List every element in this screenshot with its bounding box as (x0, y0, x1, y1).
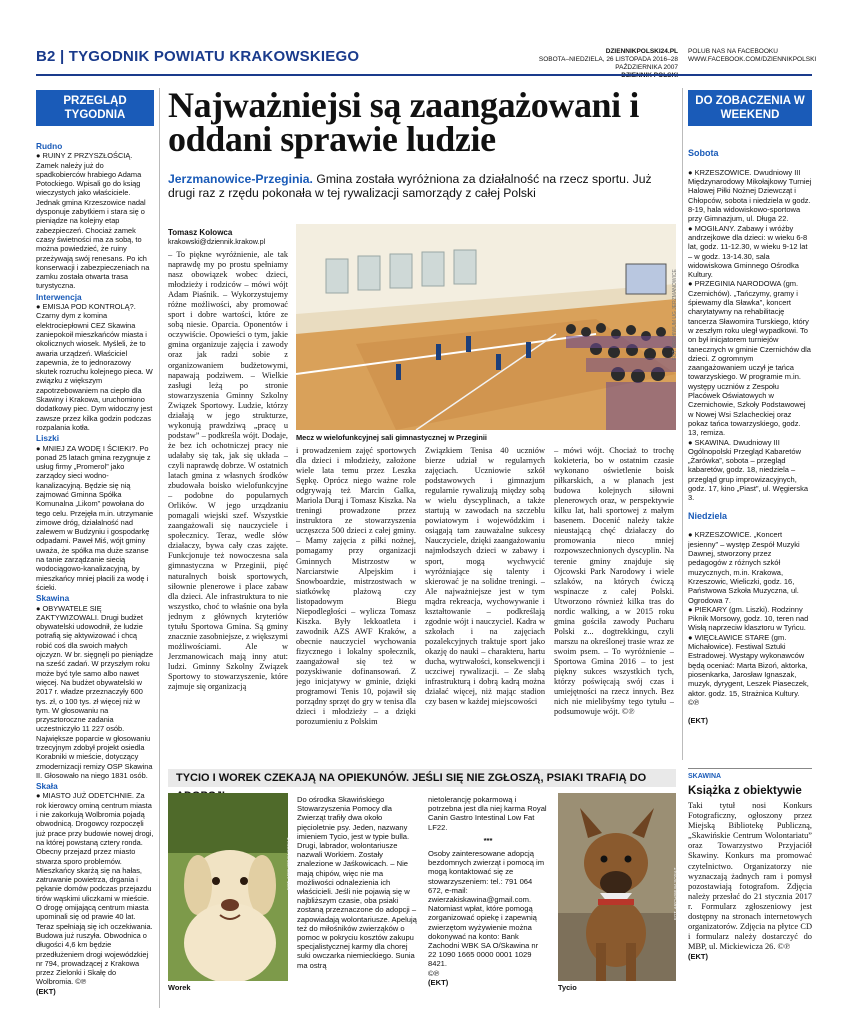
lead-text: Gmina została wyróżniona za działalność na rzecz sportu. Już drugi raz z rzędu pokonała w tej rywalizacji samorządy z całej Polski (168, 172, 652, 200)
left-town-3: Skawina (36, 593, 70, 604)
gym-photo-caption: Mecz w wielofunkcyjnej sali gimnastycznej w Przeginii (296, 433, 487, 442)
left-text-3: ● OBYWATELE SIĘ ZAKTYWIZOWALI. Drugi budżet obywatelski udowodnił, że ludzie potrafią się aktywizować i chcą robić coś dla swoich małych ojczyzn. W br. sięgnęli po pieniądze na sześć zadań. W przyszłym roku może być tyle samo albo nawet więcej. Na budżet obywatelski w 2017 r. władze przeznaczyły 600 tys. zł, o 100 tys. zł więcej niż w tym. W głosowaniu na przysztoroczne zadania uczestniczyło 11 227 osób. Największe poparcie w głosowaniu trzecyjnym zdobył projekt osiedla Korabniki w mieście, dotyczący zmodernizacji remizy OSP Skawina II. Głosowało na niego 1831 osób. (36, 603, 154, 780)
skawina-ekt: (EKT) (688, 952, 708, 962)
left-town-4: Skała (36, 781, 58, 792)
tycio-caption: Tycio (558, 983, 577, 992)
right-text-0: ● KRZESZOWICE. Dwudniowy III Międzynarodowy Mikołajkowy Turniej Halowej Piłki Nożnej Dziewcząt i Chłopców, sobota i niedziela w godz. 8-19, hala widowiskowo-sportowa przy Gimnazjum, ul. Długa 22. ● MOGIŁANY. Zabawy i wróżby andrzejkowe dla dzieci: w wieku 6-8 lat, godz. 11-12.30, w wieku 9-12 lat – w godz. 13-14.30, sala widowiskowa Gminnego Ośrodka Kultury. ● PRZEGINIA NARODOWA (gm. Czernichów). „Tańczymy, gramy i śpiewamy dla Sławka”, koncert charytatywny na rehabilitację tancerza Sławomira Turskiego, który w zeszłym roku uległ wypadkowi. To on był inicjatorem turniejów tanecznych w gminie Czernichów dla dzieci. Z ogromnym zaangażowaniem uczył je tańca towarzyskiego. W programie m.in. występy uczniów z Zespołu Placówek Oświatowych w Czernichowie, Szkoły Podstawowej w Nowej Wsi Szlacheckiej oraz pokaz tańca towarzyskiego, godz. 13, remiza. ● SKAWINA. Dwudniowy III Ogólnopolski Przegląd Kabaretów „Żarówka”, sobota – przegląd kabaretów, godz. 18, niedziela – przegląd grup improwizacyjnych, godz. 17, kino „Piast”, ul. Węgierska 3. (688, 167, 812, 503)
dogs-col-1-text: Do ośrodka Skawińskiego Stowarzyszenia Pomocy dla Zwierząt trafiły dwa około pięcioletnie psy. Jeden, nazwany imieniem Tycio, jest w typie bulla. Drugi, labrador, wolontariusze nazwali Workiem. Zostały znalezione w Jaśkowicach. – Nie mają chipów, więc nie ma możliwości odnalezienia ich właścicieli. Jeśli nie pojawią się w najbliższym czasie, oba psiaki zostaną przeznaczone do adopcji – zapowiadają wolontariusze. Apelują też do miłośników zwierząków o pomoc w pokryciu kosztów zakupu specjalistycznej karmy dla chorej suki owczarka niemieckiego. Sunia ma ostrą (297, 795, 417, 970)
skawina-text-block (688, 801, 812, 1001)
lead-place: Jerzmanowice-Przeginia. (168, 172, 313, 186)
left-town-0: Rudno (36, 141, 63, 151)
skawina-title: Książka z obiektywie (688, 785, 802, 797)
article-col-1-text: – To piękne wyróżnienie, ale tak naprawdę my po prostu spełniamy nasz obowiązek wobec dzieci, młodzieży i rodziców – mówi wójt Adam Piaśnik. – Wykorzystujemy różne możliwości, aby promować sport i dobre wartości, które ze sobą niesie. Oparcia. Oponentów i oczywiście. Opowieści o tym, jakie gmina organizuje zajęcia i zawody oraz jak radzi sobie z organizowaniem budżetowymi, napawają podziwem. – Wielkie zasługi leżą po stronie stowarzyszenia Gminny Szkolny Związek Sportowy. Ludzie, którzy działają w jego strukturze, wykonują prawdziwą „pracę u podstaw” – podkreśla wójt. Dodaje, że bez ich ochotniczej pracy nie udałaby się tak, jak się układa – czyli naprawdę dobrze. W ostatnich latach gmina z własnych środków zbudowała boisko wielofunkcyjne – podobne do popularnych Orlików. W jego urządzaniu pomagali wiejski szef. Wszystkie zaangażowali się nauczyciele i społecznicy. Teraz, wedle słów działaczy, bywa cały czas zajęte. Funkcjonuje też nowoczesna sala gimnastyczna w Przeginii, pięć naturalnych boisk sportowych, siłownie plenerowe i place zabaw dla dzieci. Ale infrastruktura to nie wszystko, choć to właśnie ona była jednym z głównych kryteriów tytułu Sportowa Gmina. Są gminy znacznie zasobniejsze, z większymi możliwościami. Ale w Jerzmanowicach mają inny atut: ludzi. Gminny Szkolny Związek Sportowy to stowarzyszenie, które zajmuje się organizacją (168, 250, 288, 692)
article-col-4-text: – mówi wójt. Chociaż to trochę kokieteria, bo w ostatnim czasie wykonano oświetlenie boisk piłkarskich, a w planach jest budowa kolejnych siłowni plenerowych oraz, w perspektywie kilku lat, hali sportowej z małym basenem. Docenić należy także nieustającą chęć działaczy do promowania nieco mniej rozpowszechnionych dyscyplin. Na terenie gminy znajduje się Ojcowski Park Narodowy i wiele szlaków, na których ćwiczą wspinacze z całej Polski. Utworzono również kilka tras do nordic walking, a w 2015 roku gmina gościła zawody Pucharu Polski z... dogtrekkingu, czyli marszu na określonej trasie wraz ze swoim psem. – To wyróżnienie – Sportowa Gmina 2016 – to jest piękny sukces wszystkich tych, którzy poświęcają swój czas i umiejętności na rzecz innych. Bez nich nie mielibyśmy tego tytułu – podsumowuje wójt. ©℗ (554, 446, 674, 717)
article-col-2 (296, 446, 416, 757)
facebook-block (688, 48, 818, 64)
right-column (688, 140, 812, 760)
article-col-2-text: i prowadzeniem zajęć sportowych dla dzieci i młodzieży, założone wiele lata temu przez Leszka Sępkę. Oprócz niego ważne role odgrywają też Marcin Galka, Mariola Durąj i Tomasz Kiszka. Na treningi prowadzone przez instruktora ze stowarzyszenia uczęszcza 500 dzieci z całej gminy. – Mamy zajęcia z piłki nożnej, pomagamy przy organizacji Gminnych Mistrzostw w Narciarstwie Alpejskim i Snowboardzie, mistrzostwach w siatkówkę plażową czy listopadowym Biegu Niepodległości – wylicza Tomasz Kiszka. Były lekkoatleta i zawodnik AZS AWF Kraków, a obecnie nauczyciel wychowania fizycznego i lokalny społecznik, zaangażował się też w pozyskiwanie dofinansowań. Z jego inicjatywy w gminie, dzięki programowi Tenis 10, pojawił się porządny sprzęt do gry w tenisa dla dzieci i młodzieży – a dzięki porozumieniu z Polskim (296, 446, 416, 727)
worek-credit: FOT. ARCHIWUM SOSAZ (286, 837, 291, 890)
right-divider (682, 88, 683, 760)
left-box-title: PRZEGLĄD TYGODNIA (36, 90, 154, 126)
bull-dog-illustration (558, 793, 676, 981)
header-rule (36, 74, 812, 76)
worek-caption: Worek (168, 983, 191, 992)
left-text-4: ● MIASTO JUŻ ODETCHNIE. Za rok kierowcy ominą centrum miasta i nie zakorkują Wolbromia pojadą obwodnicą. Drogowcy rozpoczęli już prace przy budowie nowej drogi, na której powstaną cztery ronda. Obecny przejazd przez miasto stwarza sporo problemów. Mieszkańcy skarżą się na hałas, zatruwanie powietrza, drgania i pękanie domów podczas przejazdu tirów wąskimi uliczkami w mieście. O drogę omijającą centrum miasta upominali się od prawie 40 lat. Teraz spełniają się ich oczekiwania. Budowa już ruszyła. Obwodnica o długości 4,6 km będzie przedłużeniem drogi wojewódzkiej nr 794, prowadzącej z Krakowa przez Zielonki i Skałę do Wolbromia. ©℗ (36, 791, 154, 987)
gym-photo-credit: FOT. ARCHIWUM UG JERZMANOWICE (672, 269, 678, 360)
facebook-label: POLUB NAS NA FACEBOOKU (688, 48, 778, 55)
left-text-2: ● MNIEJ ZA WODĘ I ŚCIEKI?. Po ponad 25 latach gmina rezygnuje z usług firmy „Promerol” jako zarządcy sieci wodno-kanalizacyjną. Będzie się nią zajmować Gminna Spółka Komunalna „Likom” powołana do tego celu. Przejęła m.in. utrzymanie zimowe dróg, działalność nad zalewem w Budzyniu i gospodarkę odpadami. Paweł Miś, wójt gminy uważa, że spółka ma duże szanse na tanie zarządzanie siecią wodociągowo-kanalizacyjną, by mieszkańcy mniej płacili za wodę i ścieki. (36, 443, 154, 592)
right-town-0: Sobota (688, 148, 719, 159)
article-col-1 (168, 250, 288, 757)
facebook-url: WWW.FACEBOOK.COM/DZIENNIKPOLSKI (688, 56, 817, 63)
right-ekt: (EKT) (688, 716, 708, 726)
article-col-3 (425, 446, 545, 757)
gym-photo-illustration (296, 224, 676, 430)
tycio-photo (558, 793, 676, 981)
skawina-town: SKAWINA (688, 773, 722, 780)
left-column (36, 140, 154, 1002)
author-email: krakowski@dziennik.krakow.pl (168, 237, 266, 246)
dogs-col-1 (297, 795, 417, 1005)
right-box-title: DO ZOBACZENIA W WEEKEND (688, 90, 812, 126)
left-text-1: ● EMISJA POD KONTROLĄ?. Czarny dym z komina elektrociepłowni CEZ Skawina zaniepokoił mieszkańców miasta i okolicznych wiosek. Myśleli, że to awaria urządzeń. Właściciel zapewnia, że to jednorazowy skutek rozruchu kolejnego pieca. W związku z większym zapotrzebowaniem na ciepło dla Skawiny i Krakowa, uruchomiono dodatkowy piec. Dym widoczny jest zawsze przez kilka godzin podczas rozpalania kotła. (36, 302, 153, 432)
dogs-cc: ©℗ (428, 968, 440, 978)
left-text-0: ● RUINY Z PRZYSZŁOŚCIĄ. Zamek należy już do spadkobierców hrabiego Adama Potockiego. Wpisali go do ksiąg wieczystych jako właściciele. Jednak gmina Krzeszowice nadal dysponuje zabytkiem i stara się o pieniądze na kolejny etap zabezpieczeń. Chociaż zamek czasy świetności ma za sobą, to można powiedzieć, że ruiny przeżywają swój renesans. Po ich konserwacji i zabezpieczeniach na zamku została otwarta trasa turystyczna. (36, 151, 150, 291)
dogs-col-2 (428, 795, 548, 1013)
tycio-credit: FOT. ARCHIWUM SOSAZ (673, 867, 678, 920)
site-url: DZIENNIKPOLSKI24.PL (605, 48, 678, 55)
right-text-1: ● KRZESZOWICE. „Koncert jesienny” – występ Zespół Muzyki Dawnej, stworzony przez pedagogów z różnych szkół muzycznych, m.in. Krakowa, Krzeszowic, Wieliczki, godz. 16, Państwowa Szkoła Muzyczna, ul. Ogrodowa 7. ● PIEKARY (gm. Liszki). Rodzinny Piknik Morsowy, godz. 10, teren nad Wisłą naprzeciw klasztoru w Tyńcu. ● WIĘCŁAWICE STARE (gm. Michałowice). Festiwal Sztuki Estradowej. Wystąpy wykonawców będą oceniać: Marta Bizoń, aktorka, piosenkarka, Jarosław Ignaszak, muzyk, dyrygent, Leszek Piaseczek, aktor. godz. 15, Strażnica Kultury. ©℗ (688, 530, 809, 707)
right-town-1: Niedziela (688, 510, 728, 521)
byline (168, 228, 265, 246)
article-headline: Najważniejsi są zaangażowani i oddani sprawie ludzie (168, 85, 639, 159)
left-ekt: (EKT) (36, 986, 56, 996)
gym-photo (296, 224, 676, 430)
left-divider (159, 88, 160, 1008)
skawina-text: Taki tytuł nosi Konkurs Fotograficzny, ogłoszony przez Miejską Bibliotekę Publiczną, „Skawińskie Centrum Wolontariatu” oraz Towarzystwo Przyjaciół Skawiny. Konkurs ma promować czytelnictwo. Organizatorzy nie wyznaczają żadnych ram i pomysł pozostawiają fotografom. Zdjęcia należy przesłać do 21 stycznia 2017 r. Formularz zgłoszeniowy jest dostępny na stronach internetowych organizatorów. Zdjęcia na płytce CD i formularz należy dostarczyć do MBP, ul. Mickiewicza 26. ©℗ (688, 801, 812, 952)
worek-photo (168, 793, 288, 981)
article-col-3-text: Związkiem Tenisa 40 uczniów bierze udział w regularnych zajęciach. Uczniowie szkół podstawowych i gimnazjum regularnie rywalizują między sobą w wielu dyscyplinach, a także startują w zawodach na szczeblu powiatowym i wojewódzkim i osiągają tam zauważalne sukcesy Nauczyciele, dzięki zaangażowaniu najmłodszych dzieci w zabawy i sport, mogą wychwycić wyróżniające się talenty i skierować je na solidne treningi. – Ale najważniejsze jest w tym mądra rekreacja, wychowywanie i kształtowanie – podkreślają zgodnie wójt i nauczyciel. Kadra w szkołach i na zajęciach pozalekcyjnych traktuje sport jako okazję do nauki – charakteru, hartu ducha, wytrwałości, konsekwencji i uczciwej rywalizacji. – Ze słabą infrastrukturą i dobrą kadrą można działać więcej, niż mając stadion czy basen w każdej miejscowości (425, 446, 545, 707)
dogs-col-2b-text: Osoby zainteresowane adopcją bezdomnych zwierząt i pomocą im mogą kontaktować się ze stowarzyszeniem: tel.: 791 064 672, e-mail: zwierzakiskawina@gmail.com. Natomiast wpłat, które pomogą zorganizować opiekę i zapewnią zwierzętom wyżywienie można dokonywać na konto: Bank Zachodni WBK SA O/Skawina nr 22 1090 1665 0000 0001 1029 8421. (428, 849, 545, 969)
article-lead (168, 172, 673, 200)
author: Tomasz Kolowca (168, 228, 233, 237)
left-town-1: Interwencja (36, 291, 82, 302)
skawina-rule (688, 768, 812, 769)
issue-date: SOBOTA–NIEDZIELA, 26 LISTOPADA 2016–28 PAŹDZIERNIKA 2007 (538, 56, 678, 71)
dogs-band-title: TYCIO I WOREK CZEKAJĄ NA OPIEKUNÓW. JEŚLI SIĘ NIE ZGŁOSZĄ, PSIAKI TRAFIĄ DO (168, 769, 676, 787)
page-label: B2 | TYGODNIK POWIATU KRAKOWSKIEGO (36, 48, 360, 65)
article-col-4 (554, 446, 674, 757)
dogs-stars: *** (483, 835, 493, 845)
labrador-illustration (168, 793, 288, 981)
dogs-ekt: (EKT) (428, 977, 449, 987)
dogs-col-2-text: nietolerancję pokarmową i potrzebna jest dla niej karma Royal Canin Gastro Intestinal Low Fat LF22. (428, 795, 547, 832)
left-town-2: Liszki (36, 433, 60, 444)
